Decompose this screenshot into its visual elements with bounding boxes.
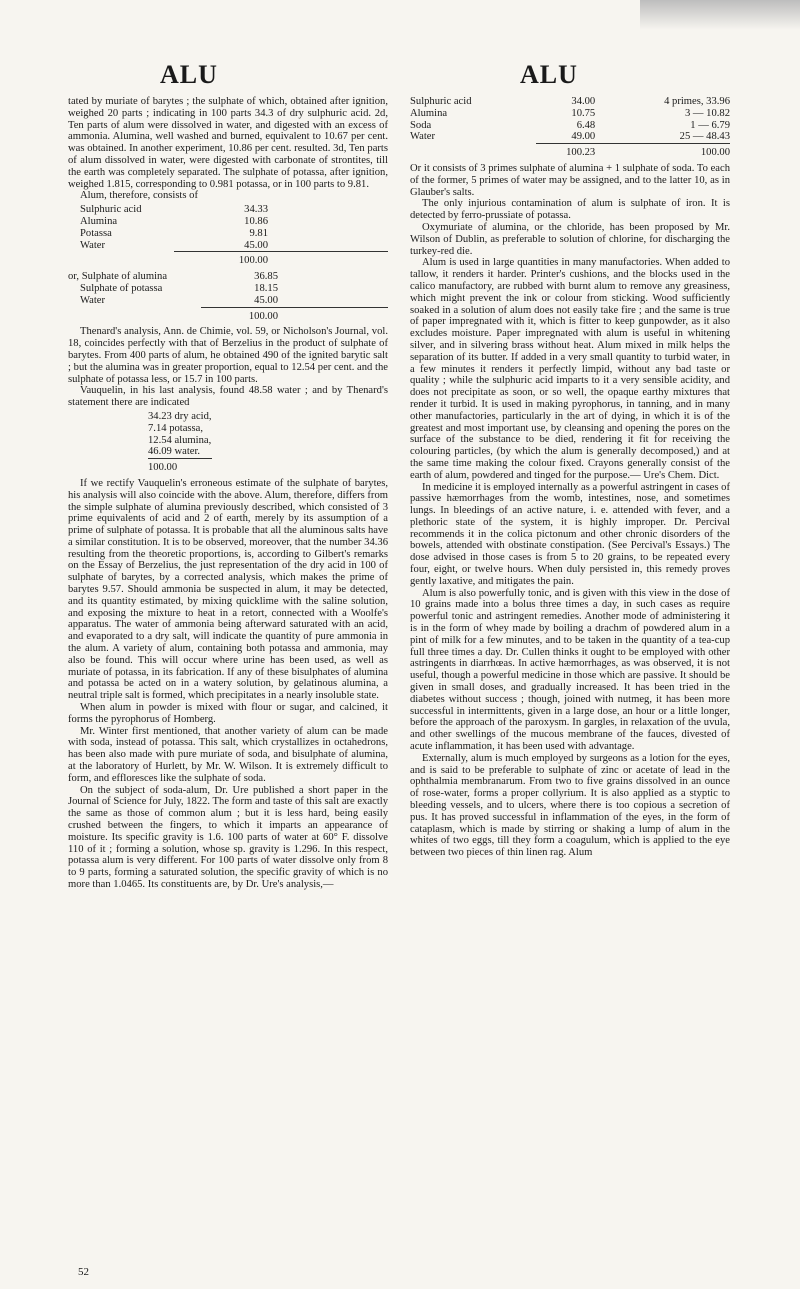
paragraph: Alum is used in large quantities in many manufactories. When added to tallow, it renders it harder. Printer's cushions, and the blocks used in the calico manufactory, are rubbed with burnt alum to remove any greasiness, which might prevent the ink or colour from sticking. Wood sufficiently soaked in a solution of alum does not easily take fire ; and the same is true of paper impregnated with it, which is fitter to keep gunpowder, as it also excludes moisture. Paper impregnated with alum is useful in whitening silver, and in silvering brass without heat. Alum mixed in milk helps the separation of its butter. If added in a very small quantity to turbid water, in a few minutes it renders it perfectly limpid, without any bad taste or quality ; while the sulphuric acid imparts to it a very sensible acidity, and does not precipitate as soon, or so well, the opaque earthy mixtures that render it turbid. It is used in making pyrophorus, in tanning, and in many other manufactories, particularly in the art of dying, in which it is of the greatest and most important use, by cleansing and opening the pores on the surface of the substance to be died, rendering it fit for receiving the colouring particles, (by which the alum is generally decomposed,) and at the same time making the colour fixed. Crayons generally consist of the earth of alum, powdered and tinged for the purpose.— Ure's Chem. Dict.: [410, 257, 730, 481]
table-row: Alumina 10.86: [80, 215, 268, 227]
table-row: Water 45.00: [80, 294, 278, 306]
table-row: Water 45.00: [80, 239, 268, 251]
paragraph: Mr. Winter first mentioned, that another variety of alum can be made with soda, instead of potassa. This salt, which crystallizes in octahedrons, has been also made with pure muriate of soda, and bisulphate of alumina, at the laboratory of Hurlett, by Mr. W. Wilson. It is extremely difficult to form, and effloresces like the sulphate of soda.: [68, 725, 388, 784]
table-row: Soda 6.48 1 — 6.79: [410, 119, 730, 131]
paragraph: Or it consists of 3 primes sulphate of alumina + 1 sulphate of soda. To each of the former, 5 primes of water may be assigned, and to the latter 10, as in Glauber's salts.: [410, 162, 730, 198]
table-row: Sulphate of potassa 18.15: [80, 282, 278, 294]
paragraph: Thenard's analysis, Ann. de Chimie, vol. 59, or Nicholson's Journal, vol. 18, coincides perfectly with that of Berzelius in the product of sulphate of barytes. From 400 parts of alum, he obtained 490 of the ignited barytic salt ; but the alumina was in greater proportion, equal to 12.54 per cent. and the sulphate of potassa less, or 15.7 in 100 parts.: [68, 326, 388, 385]
table-total: 100.23 100.00: [410, 144, 730, 159]
table-row: Sulphuric acid 34.33: [80, 204, 268, 216]
table-total: 100.00: [148, 459, 212, 474]
paragraph: The only injurious contamination of alum is sulphate of iron. It is detected by ferro-prussiate of potassa.: [410, 198, 730, 222]
running-head-left: ALU: [160, 60, 218, 89]
table-row: 34.23 dry acid,: [148, 410, 212, 422]
table-row: 12.54 alumina,: [148, 434, 212, 446]
table-row: Potassa 9.81: [80, 227, 268, 239]
paragraph: Vauquelin, in his last analysis, found 48.58 water ; and by Thenard's statement there are indicated: [68, 385, 388, 409]
table-row: 7.14 potassa,: [148, 422, 204, 434]
composition-table: [68, 204, 388, 267]
table-row: 46.09 water.: [148, 446, 201, 458]
running-head-right: ALU: [520, 60, 578, 89]
page-number: 52: [78, 1266, 89, 1278]
paragraph: In medicine it is employed internally as a powerful astringent in cases of passive hæmorrhages from the womb, intestines, nose, and sometimes lungs. In bleedings of an active nature, i. e. attended with fever, and a plethoric state of the system, it is highly improper. Dr. Percival recommends it in the colica pictonum and other chronic disorders of the bowels, attended with obstinate constipation. (See Percival's Essays.) The dose advised in those cases is from 5 to 20 grains, to be repeated every four, eight, or twelve hours. When duly persisted in, this remedy proves gently laxative, and mitigates the pain.: [410, 481, 730, 587]
table-row: Alumina 10.75 3 — 10.82: [410, 107, 730, 119]
paragraph: Alum is also powerfully tonic, and is given with this view in the dose of 10 grains made into a bolus three times a day, in such cases as require powerful tonic and astringent remedies. Another mode of administering it is in the form of whey made by boiling a drachm of powdered alum in a pint of milk for a few minutes, and to be taken in the quantity of a tea-cup full three times a day. Dr. Cullen thinks it ought to be employed with other astringents in diarrhœas. In active hæmorrhages, as was observed, it is not useful, though a powerful medicine in those which are passive. It should be given in small doses, and gradually increased. It has been tried in the diabetes without success ; though, joined with nutmeg, it has been more successful in intermittents, given in a large dose, an hour or a little longer, before the approach of the paroxysm. In gargles, in relaxation of the uvula, and other swellings of the mucous membrane of the fauces, divested of acute inflammation, it has been used with advantage.: [410, 587, 730, 753]
paragraph: Alum, therefore, consists of: [80, 190, 198, 202]
paragraph: Oxymuriate of alumina, or the chloride, has been proposed by Mr. Wilson of Dublin, as preferable to solution of chlorine, for discharging the turkey-red die.: [410, 221, 730, 257]
left-column: [68, 96, 388, 891]
paragraph: On the subject of soda-alum, Dr. Ure published a short paper in the Journal of Science for July, 1822. The form and taste of this salt are exactly the same as those of common alum ; but it is less hard, being easily crushed between the fingers, to which it imparts an appearance of moisture. Its specific gravity is 1.6. 100 parts of water at 60° F. dissolve 110 of it ; forming a solution, whose sp. gravity is 1.296. In this respect, potassa alum is very different. For 100 parts of water dissolve only from 8 to 9 parts, forming a saturated solution, the specific gravity of which is no more than 1.0465. Its constituents are, by Dr. Ure's analysis,—: [68, 784, 388, 890]
right-column: [410, 96, 730, 859]
table-row: or, Sulphate of alumina 36.85: [68, 271, 278, 283]
paragraph: When alum in powder is mixed with flour or sugar, and calcined, it forms the pyrophorus of Homberg.: [68, 702, 388, 725]
table-row: Water 49.00 25 — 48.43: [410, 131, 730, 143]
composition-table: [68, 271, 388, 322]
scan-shadow: [640, 0, 800, 30]
table-row: Sulphuric acid 34.00 4 primes, 33.96: [410, 96, 730, 107]
paragraph: Externally, alum is much employed by surgeons as a lotion for the eyes, and is said to be preferable to sulphate of zinc or acetate of lead in the ophthalmia membranarum. From two to five grains dissolved in an ounce of rose-water, forms a proper collyrium. It is also applied as a styptic to bleeding vessels, and to ulcers, where there is too copious a secretion of pus. It has proved successful in inflammation of the eyes, in the form of cataplasm, which is made by stirring or shaking a lump of alum in the whites of two eggs, till they form a coagulum, which is applied to the eye between two pieces of thin linen rag. Alum: [410, 752, 730, 859]
table-total: 100.00: [68, 252, 388, 267]
table-total: 100.00: [68, 307, 388, 322]
paragraph: If we rectify Vauquelin's erroneous estimate of the sulphate of barytes, his analysis will also coincide with the above. Alum, therefore, differs from the simple sulphate of alumina previously described, which consisted of 3 prime equivalents of acid and 2 of earth, merely by its assumption of a prime of sulphate of potassa. It is probable that all the aluminous salts have a similar constitution. It is to be observed, moreover, that the number 34.36 resulting from the theoretic proportions, is, according to Gilbert's remarks on the Essay of Berzelius, the just representation of the dry acid in 100 of sulphate of barytes, by a corrected analysis, which makes the prime of barytes 9.57. Should ammonia be suspected in alum, it may be detected, and its quantity estimated, by mixing quicklime with the saline solution, and exposing the mixture to heat in a retort, connected with a Woolfe's apparatus. The water of ammonia being afterward saturated with an acid, and evaporated to a dry salt, will indicate the quantity of pure ammonia in the alum. A variety of alum, containing both potassa and ammonia, may also be found. This will occur where urine has been used, as well as muriate of potassa, in its fabrication. If any of these bisulphates of alumina and potassa be acted on in a watery solution, by gelatinous alumina, a neutral triple salt is formed, which precipitates in a nearly insoluble state.: [68, 477, 388, 702]
paragraph: tated by muriate of barytes ; the sulphate of which, obtained after ignition, weighed 20 parts ; indicating in 100 parts 34.3 of dry sulphuric acid. 2d, Ten parts of alum were dissolved in water, and digested with an excess of ammonia. Alumina, well washed and burned, equivalent to 10.67 per cent. was obtained. In another experiment, 10.86 per cent. resulted. 3d, Ten parts of alum dissolved in water, were digested with carbonate of strontites, till the earth was completely separated. The sulphate of potassa, after ignition, weighed 1.815, corresponding to 0.981 potassa, or in 100 parts to 9.81.: [68, 96, 388, 190]
soda-alum-table: [410, 96, 730, 159]
composition-table: [68, 411, 388, 474]
